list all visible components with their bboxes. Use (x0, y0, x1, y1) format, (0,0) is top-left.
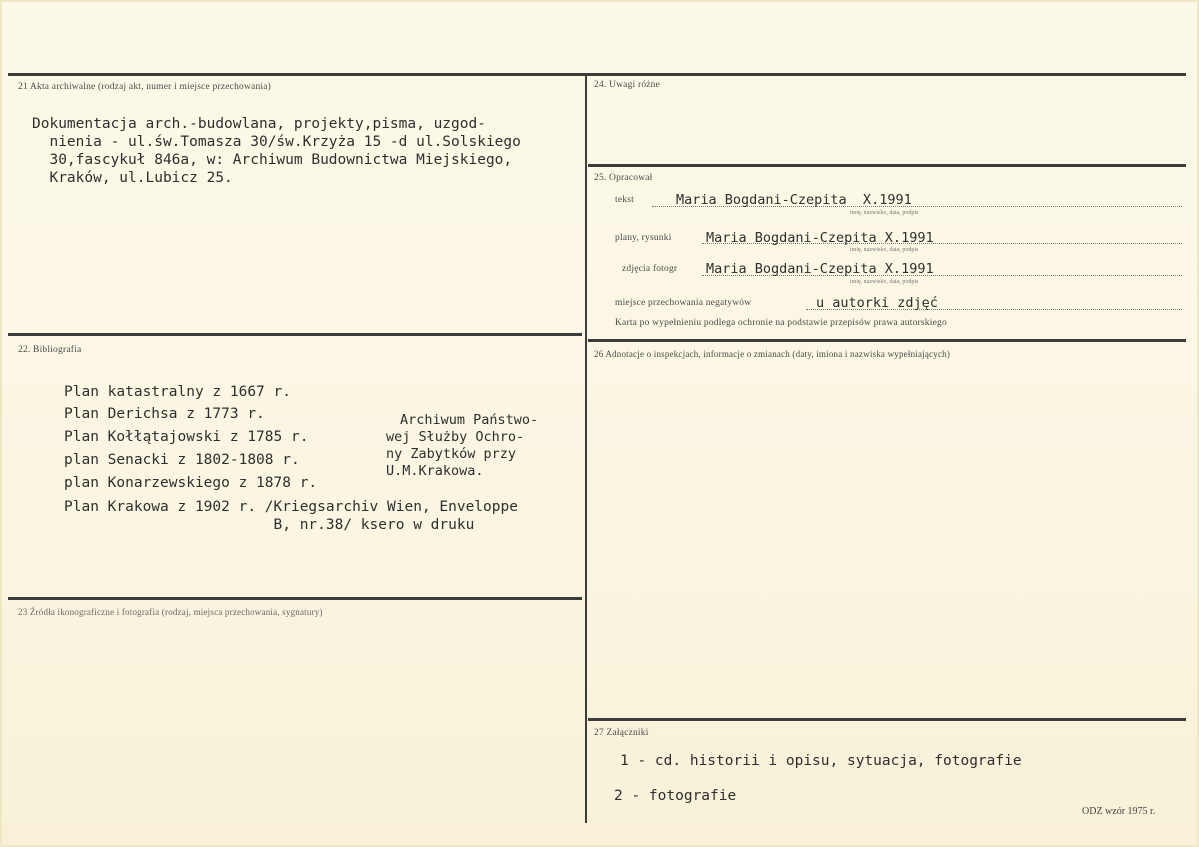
bibliography-item: Plan Derichsa z 1773 r. (64, 406, 265, 422)
text-author-caption: tekst (615, 195, 634, 205)
section-22-label: 22. Bibliografia (18, 345, 82, 355)
section-21-line-3: 30,fascykuł 846a, w: Archiwum Budownictwa Miejskiego, (32, 152, 513, 168)
section-23-rule (8, 597, 582, 600)
bibliography-item: plan Konarzewskiego z 1878 r. (64, 475, 318, 491)
section-22-rule (8, 333, 582, 336)
bibliography-item: B, nr.38/ ksero w druku (64, 517, 475, 533)
section-25-label: 25. Opracował (594, 173, 653, 183)
negatives-caption: miejsce przechowania negatywów (615, 298, 752, 308)
section-21-line-4: Kraków, ul.Lubicz 25. (32, 170, 233, 186)
column-divider (585, 73, 587, 823)
section-21-line-1: Dokumentacja arch.-budowlana, projekty,pisma, uzgod- (32, 116, 486, 132)
section-25-rule (588, 164, 1186, 167)
photos-author-caption: zdjęcia fotogr (622, 264, 678, 274)
bibliography-item: Plan Kołłątajowski z 1785 r. (64, 429, 309, 445)
drawings-author-caption: plany, rysunki (615, 233, 672, 243)
archive-note-line: U.M.Krakowa. (386, 463, 484, 479)
section-23-label: 23 Źródła ikonograficzne i fotografia (rodzaj, miejsca przechowania, sygnatury) (18, 607, 323, 617)
negatives-value: u autorki zdjęć (816, 295, 938, 311)
bibliography-item: plan Senacki z 1802-1808 r. (64, 452, 300, 468)
form-model-footer: ODZ wzór 1975 r. (1082, 806, 1156, 817)
drawings-author-value: Maria Bogdani-Czepita X.1991 (706, 230, 934, 246)
section-26-rule (588, 339, 1186, 342)
text-author-value: Maria Bogdani-Czepita X.1991 (676, 192, 912, 208)
text-author-hint: imię, nazwisko, data, podpis (850, 210, 919, 216)
section-27-rule (588, 718, 1186, 721)
bibliography-item: Plan katastralny z 1667 r. (64, 384, 291, 400)
archive-note-line: wej Służby Ochro- (386, 429, 525, 445)
attachment-item-2: 2 - fotografie (614, 788, 737, 804)
photos-author-hint: imię, nazwisko, data, podpis (850, 279, 919, 285)
section-21-label: 21 Akta archiwalne (rodzaj akt, numer i miejsce przechowania) (18, 82, 272, 92)
section-21-line-2: nienia - ul.św.Tomasza 30/św.Krzyża 15 -d ul.Solskiego (32, 134, 521, 150)
archive-note-line: Archiwum Państwo- (400, 412, 539, 428)
drawings-author-hint: imię, nazwisko, data, podpis (850, 247, 919, 253)
archive-note-line: ny Zabytków przy (386, 446, 517, 462)
section-26-label: 26 Adnotacje o inspekcjach, informacje o zmianach (daty, imiona i nazwiska wypełniających) (594, 349, 951, 359)
section-24-label: 24. Uwagi różne (594, 80, 661, 90)
top-rule (8, 73, 1186, 76)
section-27-label: 27 Załączniki (594, 728, 649, 738)
attachment-item-1: 1 - cd. historii i opisu, sytuacja, fotografie (620, 753, 1022, 769)
bibliography-item: Plan Krakowa z 1902 r. /Kriegsarchiv Wien, Enveloppe (64, 499, 518, 515)
photos-author-value: Maria Bogdani-Czepita X.1991 (706, 261, 934, 277)
copyright-note: Karta po wypełnieniu podlega ochronie na podstawie przepisów prawa autorskiego (615, 318, 947, 328)
